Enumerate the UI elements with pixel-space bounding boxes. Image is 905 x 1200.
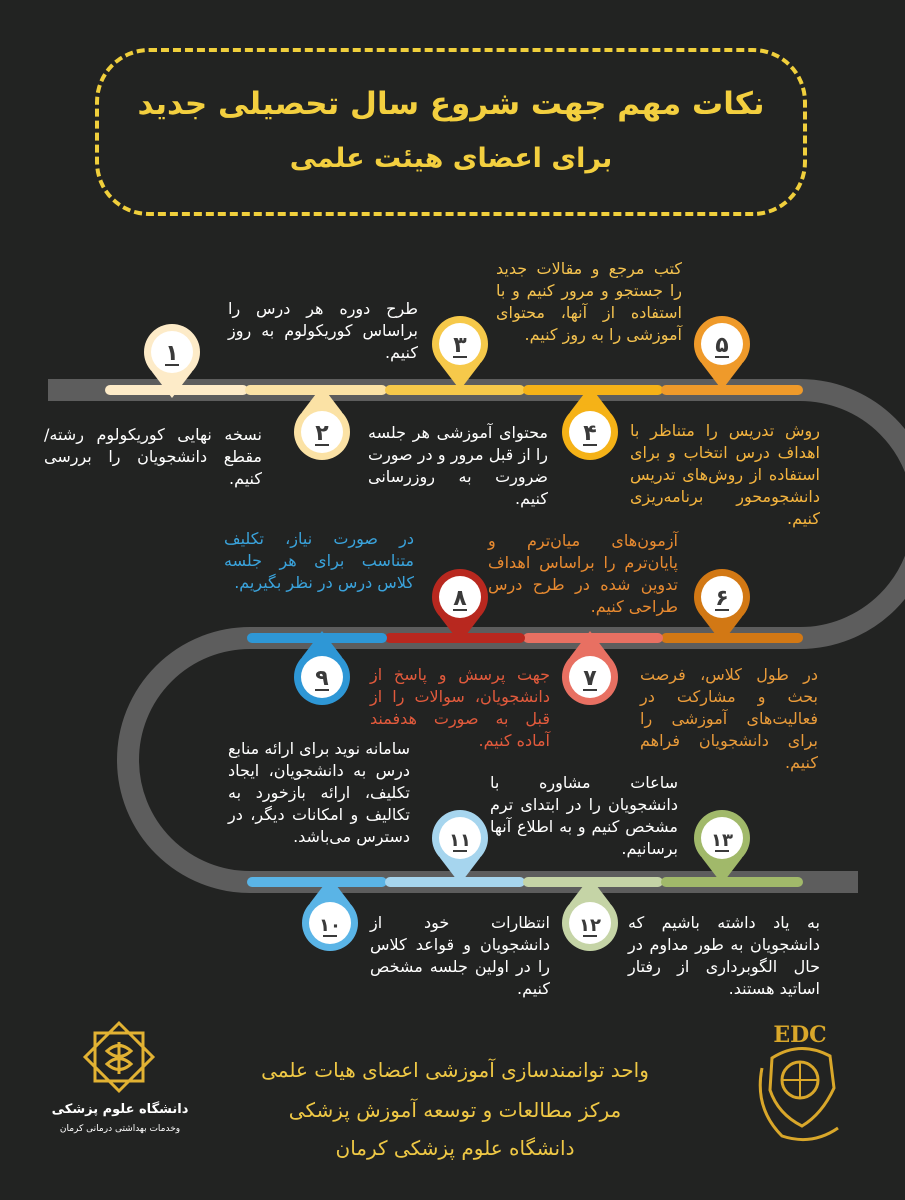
tip-2: طرح دوره هر درس را براساس کوریکولوم به روز کنیم. xyxy=(228,299,418,362)
tip-3: محتوای آموزشی هر جلسه را از قبل مرور و در صورت ضرورت به روزرسانی کنیم. xyxy=(368,423,548,508)
tip-4: کتب مرجع و مقالات جدید را جستجو و مرور کنیم و با استفاده از آنها، محتوای آموزشی را به روز کنیم. xyxy=(496,259,682,344)
marker-number: ۷ xyxy=(583,666,597,691)
tip-13: به یاد داشته باشیم که دانشجویان به طور مداوم در حال الگوبرداری از رفتار اساتید هستند. xyxy=(628,913,820,998)
marker-number: ۳ xyxy=(453,333,467,358)
marker-number: ۲ xyxy=(315,421,329,446)
footer-line-2: مرکز مطالعات و توسعه آموزش پزشکی xyxy=(288,1098,622,1122)
marker-5 xyxy=(694,316,750,390)
university-subtitle: وخدمات بهداشتی درمانی کرمان xyxy=(59,1124,181,1134)
tip-5: روش تدریس را متناظر با اهداف درس انتخاب و برای استفاده از روش‌های تدریس دانشجومحور برنامه‌ریزی کنیم. xyxy=(630,421,820,528)
tip-11: ساعات مشاوره با دانشجویان را در ابتدای ترم مشخص کنیم و به اطلاع آنها برسانیم. xyxy=(490,773,678,858)
tip-9: جهت پرسش و پاسخ از دانشجویان، سوالات را از قبل به صورت هدفمند آماده کنیم. xyxy=(370,665,550,750)
tip-12: انتظارات خود از دانشجویان و قواعد کلاس را در اولین جلسه مشخص کنیم. xyxy=(370,913,550,998)
edc-logo-icon xyxy=(742,1018,852,1148)
marker-number: ۶ xyxy=(715,586,729,611)
marker-number: ۸ xyxy=(453,586,467,611)
marker-number: ۱۱ xyxy=(449,830,471,851)
page-title: نکات مهم جهت شروع سال تحصیلی جدید xyxy=(137,86,765,122)
marker-number: ۱ xyxy=(165,341,179,366)
university-emblem-icon xyxy=(80,1018,158,1096)
tip-10: سامانه نوید برای ارائه منابع درس به دانشجویان، ایجاد تکلیف، ارائه بازخورد به تکالیف و امکانات دیگر، در دسترس می‌باشد. xyxy=(228,739,410,846)
marker-number: ۱۲ xyxy=(579,915,601,936)
footer-line-3: دانشگاه علوم پزشکی کرمان xyxy=(335,1136,575,1160)
marker-number: ۹ xyxy=(315,666,329,691)
marker-number: ۱۰ xyxy=(319,915,341,936)
tip-8: در طول کلاس، فرصت بحث و مشارکت در فعالیت‌های آموزشی را برای دانشجویان فراهم کنیم. xyxy=(640,665,818,772)
tip-7: در صورت نیاز، تکلیف متناسب برای هر جلسه کلاس درس در نظر بگیریم. xyxy=(224,529,414,592)
marker-number: ۱۳ xyxy=(711,830,733,851)
tip-6: آزمون‌های میان‌ترم و پایان‌ترم را براساس اهداف تدوین شده در طرح درس طراحی کنیم. xyxy=(488,531,678,616)
tip-1: نسخه نهایی کوریکولوم رشته/مقطع دانشجویان را بررسی کنیم. xyxy=(44,425,262,488)
footer-line-1: واحد توانمندسازی آموزشی اعضای هیات علمی xyxy=(261,1058,649,1082)
marker-number: ۵ xyxy=(715,333,729,358)
marker-3 xyxy=(432,316,488,390)
university-name: دانشگاه علوم پزشکی xyxy=(51,1102,189,1117)
edc-abbr: EDC xyxy=(773,1022,827,1048)
marker-number: ۴ xyxy=(583,421,597,446)
page-subtitle: برای اعضای هیئت علمی xyxy=(289,143,613,174)
